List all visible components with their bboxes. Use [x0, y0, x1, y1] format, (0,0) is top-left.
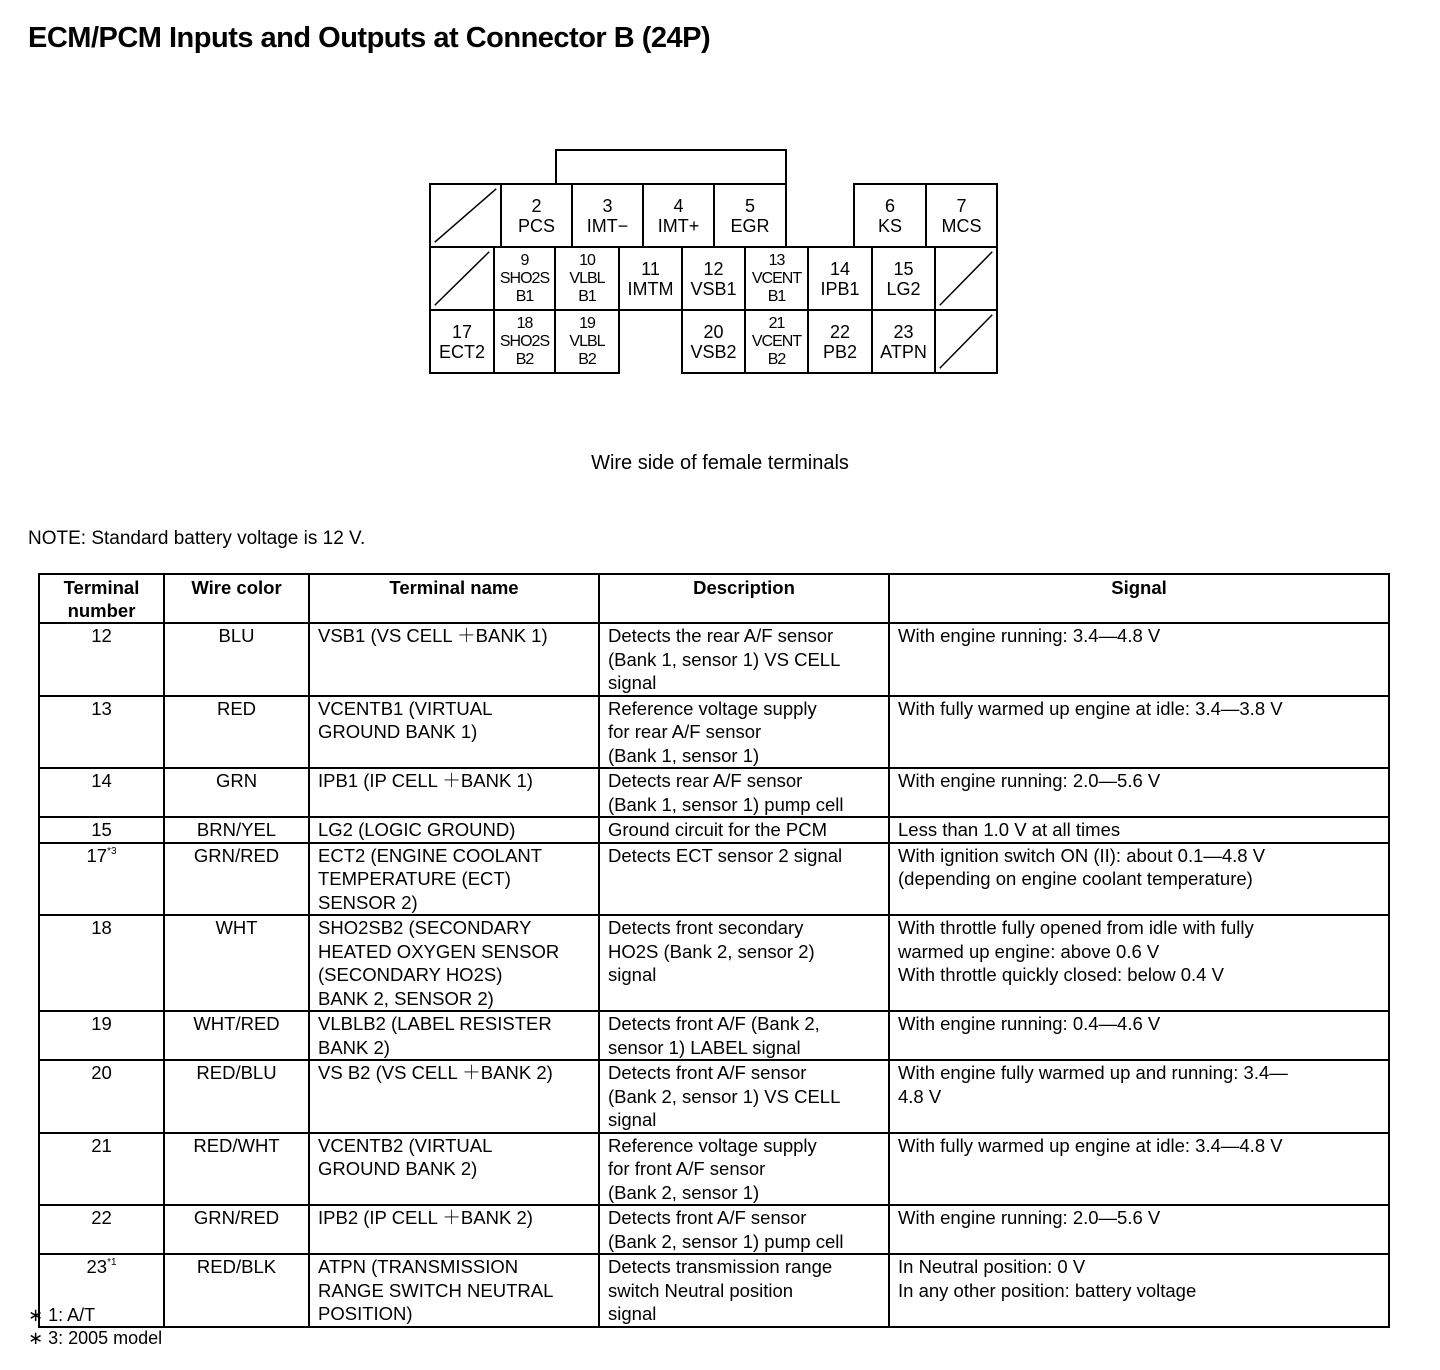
terminal-number-cell	[39, 915, 164, 1011]
terminal-label-bank: B1	[578, 287, 596, 305]
wire-color-cell: BLU	[164, 623, 309, 696]
description-cell	[599, 817, 889, 843]
terminal-name-line: RANGE SWITCH NEUTRAL	[318, 1279, 554, 1301]
terminal-1-empty	[429, 183, 502, 248]
description-cell	[599, 696, 889, 769]
header-signal: Signal	[889, 574, 1389, 623]
blank-terminal-slash-icon	[431, 248, 493, 309]
wire-color-cell: RED/BLU	[164, 1060, 309, 1133]
signal-line: With throttle fully opened from idle with fully	[898, 917, 1254, 938]
terminal-name-cell	[309, 817, 599, 843]
blank-terminal-slash-icon	[936, 248, 996, 309]
signal-line: Less than 1.0 V at all times	[898, 819, 1121, 840]
terminal-label: VCENT	[751, 332, 802, 350]
terminal-number: 5	[744, 195, 755, 216]
terminal-label: VCENT	[751, 269, 802, 287]
wire-color-cell: WHT/RED	[164, 1011, 309, 1060]
terminal-number: 3	[602, 195, 613, 216]
wire-color-cell: GRN/RED	[164, 843, 309, 916]
wire-color-cell: GRN	[164, 768, 309, 817]
signal-line: In any other position: battery voltage	[898, 1279, 1197, 1301]
terminal-10	[554, 246, 620, 311]
terminal-label: MCS	[941, 215, 982, 236]
table-body	[39, 623, 1389, 1327]
description-line: (Bank 1, sensor 1) pump cell	[608, 793, 844, 815]
description-line: switch Neutral position	[608, 1279, 794, 1301]
terminal-number-cell	[39, 1060, 164, 1133]
terminal-name-line: HEATED OXYGEN SENSOR	[318, 940, 560, 962]
description-line: (Bank 1, sensor 1)	[608, 744, 760, 766]
terminal-13	[744, 246, 809, 311]
signal-line: With fully warmed up engine at idle: 3.4―3.8 V	[898, 697, 1283, 719]
terminal-number-cell	[39, 843, 164, 916]
signal-line: With engine running: 3.4―4.8 V	[898, 625, 1161, 646]
table-row	[39, 915, 1389, 1011]
wire-color-cell: RED/BLK	[164, 1254, 309, 1327]
description-cell	[599, 1205, 889, 1254]
terminal-2	[500, 183, 573, 248]
description-cell	[599, 1060, 889, 1133]
terminal-label: IMT−	[586, 215, 629, 236]
terminal-number: 6	[884, 195, 895, 216]
terminal-name-line: ECT2 (ENGINE COOLANT	[318, 844, 543, 866]
terminal-name-line: VS B2 (VS CELL ＋BANK 2)	[318, 1062, 553, 1083]
terminal-name-cell	[309, 1011, 599, 1060]
terminal-8-empty	[429, 246, 495, 311]
terminal-name-line: (SECONDARY HO2S)	[318, 964, 503, 985]
signal-line: With engine running: 0.4―4.6 V	[898, 1013, 1161, 1034]
table-row	[39, 623, 1389, 696]
terminal-label: VSB1	[690, 278, 737, 299]
terminal-number: 21	[768, 314, 785, 332]
wire-color-cell: BRN/YEL	[164, 817, 309, 843]
terminal-label: VLBL	[569, 269, 605, 287]
terminal-name-line: IPB2 (IP CELL ＋BANK 2)	[318, 1207, 533, 1228]
terminal-number: 18	[91, 917, 112, 938]
terminal-label: VLBL	[569, 332, 605, 350]
terminal-name-line: TEMPERATURE (ECT)	[318, 868, 511, 889]
terminal-label: VSB2	[690, 341, 737, 362]
description-cell	[599, 1011, 889, 1060]
terminal-label: PB2	[822, 341, 858, 362]
terminal-number: 23	[86, 1256, 108, 1277]
diagram-caption: Wire side of female terminals	[591, 452, 849, 474]
wire-color-cell: RED	[164, 696, 309, 769]
header-terminal-name: Terminal name	[309, 574, 599, 623]
terminal-number: 19	[579, 314, 595, 332]
description-line: Detects front secondary	[608, 917, 804, 938]
signal-line: In Neutral position: 0 V	[898, 1256, 1086, 1277]
terminal-number: 17	[86, 844, 108, 866]
description-line: Detects the rear A/F sensor	[608, 625, 834, 646]
terminal-label: ATPN	[880, 341, 927, 362]
terminal-number-cell	[39, 1133, 164, 1206]
signal-cell	[889, 696, 1389, 769]
description-line: signal	[608, 672, 657, 693]
terminal-name-line: VCENTB2 (VIRTUAL	[318, 1134, 493, 1156]
terminal-23	[871, 309, 936, 374]
terminal-number: 20	[91, 1062, 112, 1083]
terminal-name-line: VSB1 (VS CELL ＋BANK 1)	[318, 625, 548, 646]
terminal-label: IMTM	[627, 278, 674, 299]
terminal-number-cell	[39, 1011, 164, 1060]
terminal-name-cell	[309, 1205, 599, 1254]
terminal-label: EGR	[730, 215, 770, 236]
description-line: for rear A/F sensor	[608, 721, 762, 742]
table-header-row	[39, 574, 1389, 623]
signal-line: 4.8 V	[898, 1085, 942, 1107]
signal-cell	[889, 1205, 1389, 1254]
signal-line: With throttle quickly closed: below 0.4 V	[898, 964, 1224, 985]
terminal-number: 22	[91, 1207, 112, 1228]
description-cell	[599, 915, 889, 1011]
terminal-18	[493, 309, 556, 374]
description-line: Detects ECT sensor 2 signal	[608, 844, 843, 866]
terminal-name-line: POSITION)	[318, 1303, 413, 1324]
terminal-number: 4	[673, 195, 684, 216]
terminal-name-cell	[309, 915, 599, 1011]
terminal-name-line: VLBLB2 (LABEL RESISTER	[318, 1013, 552, 1034]
terminal-11	[618, 246, 683, 311]
terminal-7	[925, 183, 998, 248]
table-row	[39, 696, 1389, 769]
terminal-name-line: GROUND BANK 1)	[318, 721, 478, 742]
description-cell	[599, 768, 889, 817]
terminal-name-line: BANK 2)	[318, 1036, 390, 1058]
footnote-3: ∗ 3: 2005 model	[28, 1328, 163, 1348]
io-table	[38, 573, 1390, 1328]
signal-line: With engine running: 2.0―5.6 V	[898, 1207, 1161, 1228]
signal-line: warmed up engine: above 0.6 V	[898, 940, 1160, 962]
terminal-5	[713, 183, 787, 248]
terminal-16-empty	[934, 246, 998, 311]
terminal-17	[429, 309, 495, 374]
terminal-number: 20	[703, 321, 724, 342]
table-row	[39, 1133, 1389, 1206]
terminal-number-cell	[39, 696, 164, 769]
terminal-label: KS	[877, 215, 902, 236]
terminal-label-bank: B1	[515, 287, 534, 305]
terminal-number: 9	[520, 251, 529, 269]
terminal-name-cell	[309, 768, 599, 817]
terminal-name-line: SENSOR 2)	[318, 891, 418, 913]
terminal-name-line: GROUND BANK 2)	[318, 1158, 478, 1179]
header-wire-color: Wire color	[164, 574, 309, 623]
terminal-label-bank: B2	[515, 350, 534, 368]
table-row	[39, 1060, 1389, 1133]
terminal-label-bank: B2	[767, 350, 786, 368]
header-terminal-number: Terminal number	[39, 574, 164, 623]
terminal-name-line: LG2 (LOGIC GROUND)	[318, 819, 516, 840]
description-line: signal	[608, 1109, 657, 1130]
terminal-9	[493, 246, 556, 311]
description-line: (Bank 2, sensor 1)	[608, 1181, 760, 1203]
terminal-name-line: BANK 2, SENSOR 2)	[318, 987, 494, 1009]
signal-cell	[889, 915, 1389, 1011]
terminal-label-bank: B1	[767, 287, 786, 305]
header-description: Description	[599, 574, 889, 623]
footnotes	[28, 1304, 162, 1350]
terminal-number: 21	[91, 1134, 112, 1156]
signal-cell	[889, 623, 1389, 696]
terminal-14	[807, 246, 873, 311]
terminal-number-cell	[39, 768, 164, 817]
terminal-name-cell	[309, 696, 599, 769]
terminal-number: 23	[893, 321, 914, 342]
terminal-6	[853, 183, 927, 248]
terminal-15	[871, 246, 936, 311]
description-line: (Bank 1, sensor 1) VS CELL	[608, 648, 841, 670]
terminal-20	[681, 309, 746, 374]
terminal-number: 15	[893, 258, 914, 279]
terminal-label: PCS	[517, 215, 555, 236]
signal-cell	[889, 1254, 1389, 1327]
terminal-number-cell	[39, 623, 164, 696]
terminal-number: 17	[451, 321, 473, 342]
description-line: Detects front A/F (Bank 2,	[608, 1013, 820, 1034]
signal-cell	[889, 1011, 1389, 1060]
signal-line: With fully warmed up engine at idle: 3.4―4.8 V	[898, 1134, 1283, 1156]
table-row	[39, 817, 1389, 843]
terminal-label-bank: B2	[578, 350, 596, 368]
signal-line: With engine running: 2.0―5.6 V	[898, 770, 1161, 791]
table-row	[39, 843, 1389, 916]
terminal-label: SHO2S	[499, 332, 550, 350]
terminal-number: 12	[703, 258, 724, 279]
description-line: Detects front A/F sensor	[608, 1062, 807, 1083]
battery-voltage-note: NOTE: Standard battery voltage is 12 V.	[28, 528, 366, 549]
terminal-number: 2	[531, 195, 542, 216]
blank-terminal-slash-icon	[936, 311, 996, 372]
description-line: Ground circuit for the PCM	[608, 819, 827, 840]
description-line: Reference voltage supply	[608, 1134, 817, 1156]
wire-color-cell: RED/WHT	[164, 1133, 309, 1206]
terminal-number: 7	[956, 195, 967, 216]
terminal-22	[807, 309, 873, 374]
description-line: Detects transmission range	[608, 1256, 833, 1277]
description-line: signal	[608, 1303, 657, 1324]
description-cell	[599, 843, 889, 916]
description-line: Detects rear A/F sensor	[608, 770, 803, 791]
description-line: HO2S (Bank 2, sensor 2)	[608, 940, 815, 962]
description-line: for front A/F sensor	[608, 1158, 766, 1179]
signal-line: With ignition switch ON (II): about 0.1―4.8 V	[898, 844, 1266, 866]
wire-color-cell: WHT	[164, 915, 309, 1011]
terminal-24-empty	[934, 309, 998, 374]
terminal-number-cell	[39, 817, 164, 843]
signal-cell	[889, 768, 1389, 817]
description-line: Reference voltage supply	[608, 697, 817, 719]
terminal-3	[571, 183, 644, 248]
terminal-name-line: IPB1 (IP CELL ＋BANK 1)	[318, 770, 533, 791]
wire-color-cell: GRN/RED	[164, 1205, 309, 1254]
terminal-number: 10	[579, 251, 595, 269]
terminal-12	[681, 246, 746, 311]
terminal-number: 22	[829, 321, 851, 342]
terminal-number: 15	[91, 819, 112, 840]
terminal-label: IMT+	[657, 215, 700, 236]
terminal-number: 14	[829, 258, 851, 279]
terminal-number: 11	[641, 258, 660, 279]
description-line: signal	[608, 964, 657, 985]
signal-cell	[889, 1060, 1389, 1133]
terminal-number-cell	[39, 1205, 164, 1254]
signal-cell	[889, 817, 1389, 843]
terminal-name-line: ATPN (TRANSMISSION	[318, 1256, 519, 1277]
terminal-number: 12	[91, 625, 112, 646]
terminal-number: 13	[768, 251, 785, 269]
terminal-name-line: SHO2SB2 (SECONDARY	[318, 917, 532, 938]
terminal-label: IPB1	[820, 278, 860, 299]
signal-cell	[889, 843, 1389, 916]
terminal-21	[744, 309, 809, 374]
connector-diagram	[0, 0, 1440, 420]
blank-terminal-slash-icon	[431, 185, 500, 246]
terminal-name-cell	[309, 1060, 599, 1133]
footnote-marker: *3	[107, 845, 117, 857]
terminal-number: 14	[91, 770, 112, 791]
table-row	[39, 768, 1389, 817]
terminal-name-cell	[309, 1133, 599, 1206]
description-cell	[599, 1133, 889, 1206]
terminal-label: SHO2S	[499, 269, 550, 287]
description-line: Detects front A/F sensor	[608, 1207, 807, 1228]
description-line: (Bank 2, sensor 1) pump cell	[608, 1230, 844, 1252]
page-title: ECM/PCM Inputs and Outputs at Connector B (24P)	[28, 22, 711, 54]
table-row	[39, 1254, 1389, 1327]
terminal-name-cell	[309, 843, 599, 916]
connector-latch	[555, 149, 787, 185]
terminal-label: LG2	[886, 278, 921, 299]
signal-cell	[889, 1133, 1389, 1206]
description-line: (Bank 2, sensor 1) VS CELL	[608, 1085, 841, 1107]
terminal-number: 19	[91, 1013, 112, 1034]
footnote-marker: *1	[107, 1257, 117, 1268]
description-cell	[599, 1254, 889, 1327]
terminal-4	[642, 183, 715, 248]
footnote-1: ∗ 1: A/T	[28, 1305, 96, 1325]
terminal-name-cell	[309, 1254, 599, 1327]
signal-line: (depending on engine coolant temperature)	[898, 868, 1253, 889]
terminal-label: ECT2	[438, 341, 485, 362]
description-cell	[599, 623, 889, 696]
terminal-19	[554, 309, 620, 374]
signal-line: With engine fully warmed up and running: 3.4―	[898, 1062, 1288, 1083]
description-line: sensor 1) LABEL signal	[608, 1036, 801, 1058]
terminal-name-line: VCENTB1 (VIRTUAL	[318, 697, 493, 719]
terminal-name-cell	[309, 623, 599, 696]
terminal-number: 18	[516, 314, 533, 332]
table-row	[39, 1011, 1389, 1060]
terminal-number: 13	[91, 697, 112, 719]
table-row	[39, 1205, 1389, 1254]
